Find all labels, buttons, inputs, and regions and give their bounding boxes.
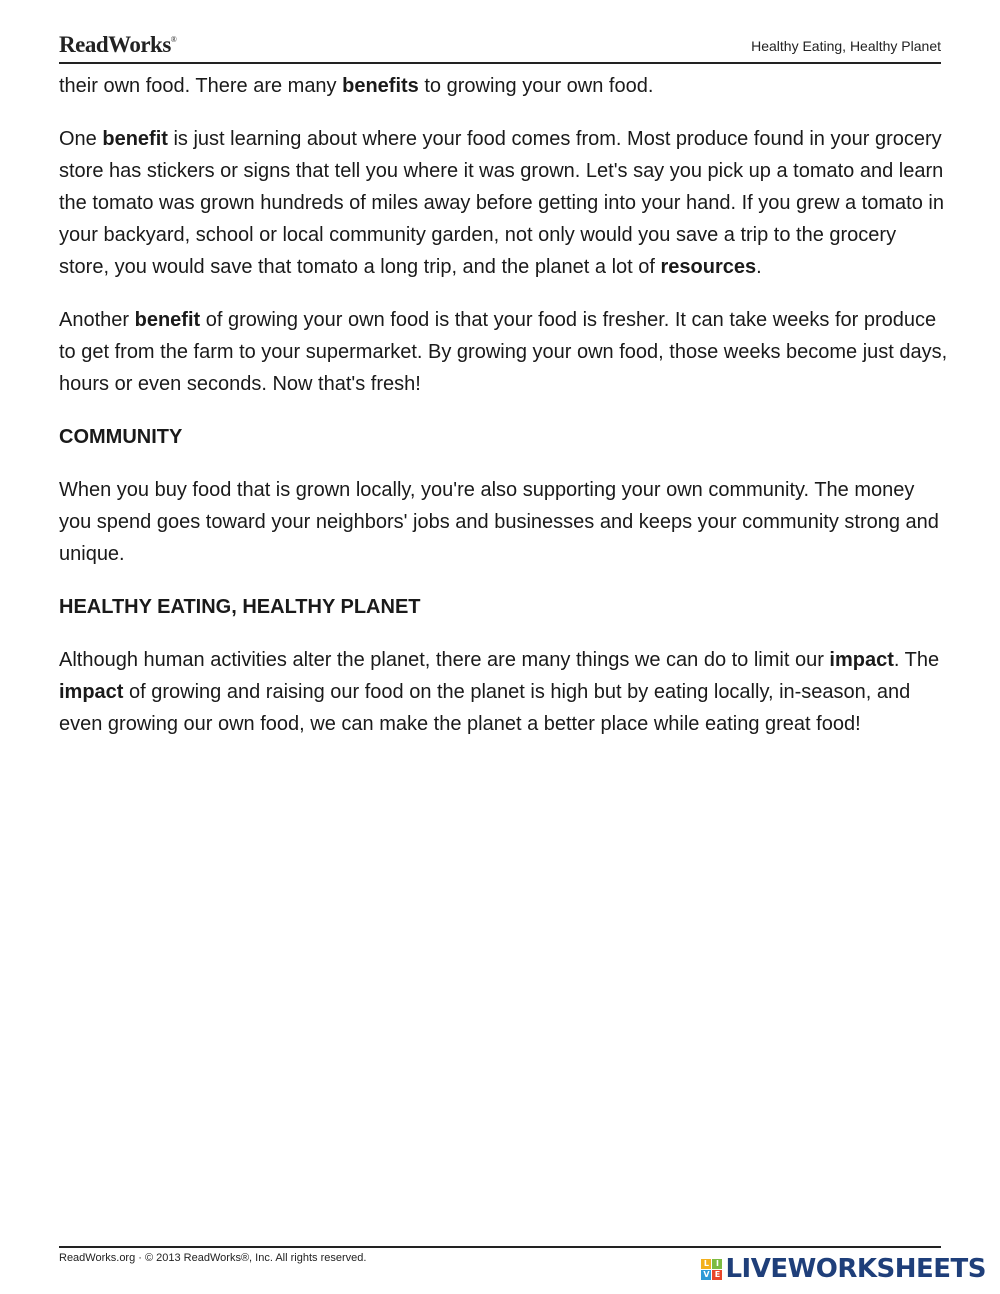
footer-copyright: ReadWorks.org · © 2013 ReadWorks®, Inc. All rights reserved.: [59, 1252, 367, 1264]
paragraph-3: Another benefit of growing your own food is that your food is fresher. It can take weeks for produce to get from the farm to your supermarket. By growing your own food, those weeks become just days, hours or even seconds. Now that's fresh!: [59, 309, 948, 395]
lw-grid-cell: V: [703, 1269, 710, 1279]
readworks-logo: ReadWorks®: [59, 32, 177, 57]
paragraph-1: their own food. There are many benefits to growing your own food.: [59, 75, 654, 97]
paragraph-4: When you buy food that is grown locally, you're also supporting your own community. The money you spend goes toward your neighbors' jobs and businesses and keeps your community strong and unique.: [59, 479, 939, 565]
liveworksheets-logo: [701, 1254, 986, 1284]
vocab-impact: impact: [59, 681, 124, 703]
paragraph-2: One benefit is just learning about where your food comes from. Most produce found in your grocery store has stickers or signs that tell you where it was grown. Let's say you pick up a tomato and learn the tomato was grown hundreds of miles away before getting into your hand. If you grew a tomato in your backyard, school or local community garden, not only would you save a trip to the grocery store, you would save that tomato a long trip, and the planet a lot of resources.: [59, 128, 944, 278]
article-body: [59, 70, 949, 761]
lw-grid-cell: E: [712, 1270, 722, 1280]
lw-grid-cell: L: [701, 1259, 711, 1269]
liveworksheets-icon: [701, 1259, 722, 1280]
footer-divider: [59, 1246, 941, 1248]
page-header-title: Healthy Eating, Healthy Planet: [751, 38, 941, 54]
header-divider: [59, 62, 941, 64]
vocab-resources: resources: [660, 256, 757, 278]
vocab-benefit: benefit: [134, 309, 201, 331]
lw-grid-cell: I: [712, 1259, 722, 1269]
vocab-benefits: benefits: [342, 75, 419, 97]
vocab-impact: impact: [829, 649, 894, 671]
paragraph-5: Although human activities alter the planet, there are many things we can do to limit our impact. The impact of growing and raising our food on the planet is high but by eating locally, in-season, and even growing our own food, we can make the planet a better place while eating great food!: [59, 649, 940, 735]
heading-community: COMMUNITY: [59, 426, 183, 448]
registered-mark: ®: [170, 35, 177, 44]
liveworksheets-wordmark: LIVEWORKSHEETS: [725, 1254, 986, 1284]
heading-healthy-eating: HEALTHY EATING, HEALTHY PLANET: [59, 596, 421, 618]
vocab-benefit: benefit: [102, 128, 168, 150]
